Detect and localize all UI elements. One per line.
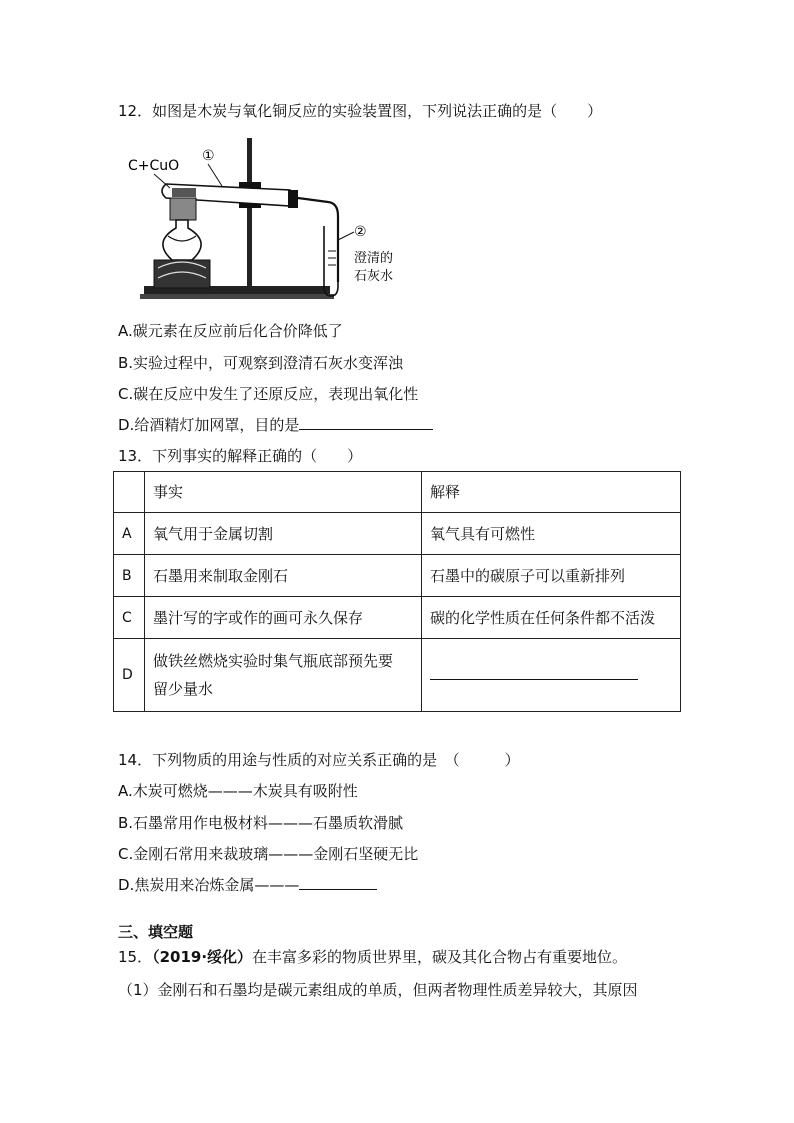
table-row <box>114 513 681 555</box>
q15-line <box>118 947 627 967</box>
row-fact: 氧气用于金属切割 <box>145 513 422 555</box>
row-key: C <box>114 597 145 639</box>
liquid-label-line1: 澄清的 <box>354 251 394 266</box>
q15-source: （2019·绥化） <box>152 948 253 966</box>
apparatus-diagram <box>118 136 448 304</box>
reagent-label: C+CuO <box>128 158 180 174</box>
marker-2: ② <box>354 224 367 240</box>
table-row <box>114 639 681 712</box>
q15-text: 在丰富多彩的物质世界里，碳及其化合物占有重要地位。 <box>252 948 628 966</box>
stopper <box>288 190 298 208</box>
row-key: D <box>114 639 145 712</box>
row-key: A <box>114 513 145 555</box>
table-header-row <box>114 472 681 513</box>
row-fact <box>145 639 422 712</box>
answer-blank[interactable] <box>299 875 377 890</box>
header-cell <box>114 472 145 513</box>
q12-option-c: C.碳在反应中发生了还原反应，表现出氧化性 <box>118 385 419 403</box>
table-row <box>114 597 681 639</box>
q12-option-b: B.实验过程中，可观察到澄清石灰水变浑浊 <box>118 354 404 372</box>
row-explain: 石墨中的碳原子可以重新排列 <box>422 555 681 597</box>
row-fact-line1: 做铁丝燃烧实验时集气瓶底部预先要 <box>153 652 394 670</box>
q12-option-a: A.碳元素在反应前后化合价降低了 <box>118 322 343 340</box>
row-key: B <box>114 555 145 597</box>
q15-number: 15． <box>118 948 153 966</box>
test-tube-2 <box>324 226 338 296</box>
q13-stem: 13．下列事实的解释正确的（ ） <box>118 447 363 465</box>
q13-table <box>113 471 681 712</box>
header-cell: 解释 <box>422 472 681 513</box>
table-row <box>114 555 681 597</box>
delivery-tube <box>298 198 338 282</box>
q14-stem: 14．下列物质的用途与性质的对应关系正确的是 （ ） <box>118 751 520 769</box>
q14-option-a: A.木炭可燃烧———木炭具有吸附性 <box>118 782 358 800</box>
marker-1: ① <box>202 148 215 164</box>
row-fact: 墨汁写的字或作的画可永久保存 <box>145 597 422 639</box>
q14-option-b: B.石墨常用作电极材料———石墨质软滑腻 <box>118 814 404 832</box>
row-explain: 氧气具有可燃性 <box>422 513 681 555</box>
q15-sub1: （1）金刚石和石墨均是碳元素组成的单质，但两者物理性质差异较大，其原因 <box>118 981 638 999</box>
row-explain: 碳的化学性质在任何条件都不活泼 <box>422 597 681 639</box>
q12-option-d <box>118 415 433 435</box>
q12-stem: 12．如图是木炭与氧化铜反应的实验装置图，下列说法正确的是（ ） <box>118 102 603 120</box>
row-explain <box>422 639 681 712</box>
iron-stand-rod <box>247 138 252 288</box>
answer-blank[interactable] <box>299 415 433 430</box>
row-fact: 石墨用来制取金刚石 <box>145 555 422 597</box>
section-heading: 三、填空题 <box>118 923 194 941</box>
q14-option-d-text: D.焦炭用来冶炼金属——— <box>118 876 300 894</box>
answer-blank[interactable] <box>430 665 638 680</box>
q12-option-d-text: D.给酒精灯加网罩，目的是 <box>118 416 300 434</box>
wire-gauze <box>170 198 196 220</box>
q14-option-c: C.金刚石常用来裁玻璃———金刚石坚硬无比 <box>118 845 419 863</box>
alcohol-lamp <box>154 220 210 288</box>
header-cell: 事实 <box>145 472 422 513</box>
row-fact-line2: 留少量水 <box>153 680 214 698</box>
liquid-label-line2: 石灰水 <box>354 269 394 284</box>
q14-option-d <box>118 875 377 895</box>
